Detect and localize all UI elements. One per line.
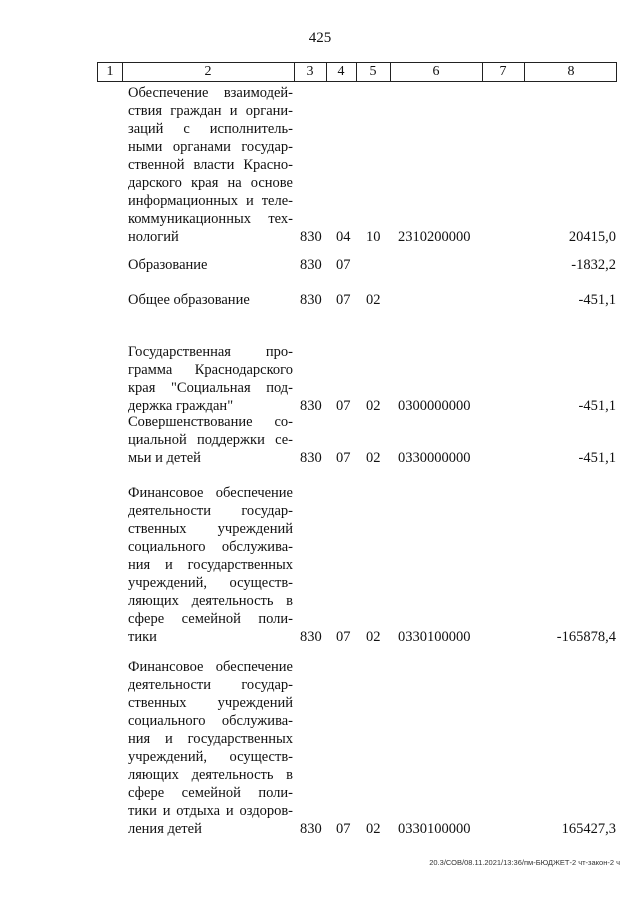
- cell-col-5: 02: [366, 398, 381, 414]
- row-name-line: ственных учреждений: [128, 695, 293, 711]
- cell-col-6: 0300000000: [398, 398, 471, 414]
- cell-col-5: 02: [366, 292, 381, 308]
- cell-col-8: 20415,0: [568, 229, 616, 245]
- row-name-line: ственной власти Красно-: [128, 157, 293, 173]
- row-name-line: социального обслужива-: [128, 713, 293, 729]
- row-name-line: тики и отдыха и оздоров-: [128, 803, 293, 819]
- cell-col-3: 830: [300, 229, 322, 245]
- cell-col-8: -451,1: [578, 292, 616, 308]
- cell-col-5: 02: [366, 821, 381, 837]
- row-name-line: ляющих деятельность в: [128, 767, 293, 783]
- row-name-line: ления детей: [128, 821, 202, 837]
- cell-col-3: 830: [300, 398, 322, 414]
- row-name: [128, 484, 293, 646]
- cell-col-5: 02: [366, 629, 381, 645]
- cell-col-4: 07: [336, 257, 351, 273]
- header-col-4: 4: [337, 64, 345, 79]
- cell-col-6: 2310200000: [398, 229, 471, 245]
- row-name-line: коммуникационных тех-: [128, 211, 293, 227]
- header-col-8: 8: [567, 64, 575, 79]
- row-name-line: ния и государственных: [128, 731, 293, 747]
- row-name-line: Финансовое обеспечение: [128, 485, 293, 501]
- row-name-line: сфере семейной поли-: [128, 785, 293, 801]
- cell-col-3: 830: [300, 821, 322, 837]
- row-name-line: ствия граждан и органи-: [128, 103, 293, 119]
- row-name-line: тики: [128, 629, 157, 645]
- cell-col-6: 0330100000: [398, 821, 471, 837]
- row-name-line: заций с исполнитель-: [128, 121, 293, 137]
- row-name-line: грамма Краснодарского: [128, 362, 293, 378]
- row-name: [128, 343, 293, 415]
- cell-col-5: 02: [366, 450, 381, 466]
- row-name-line: учреждений, осуществ-: [128, 575, 293, 591]
- cell-col-5: 10: [366, 229, 381, 245]
- header-col-2: 2: [204, 64, 212, 79]
- row-name-line: сфере семейной поли-: [128, 611, 293, 627]
- row-name-line: циальной поддержки се-: [128, 432, 293, 448]
- row-name-line: дарского края на основе: [128, 175, 293, 191]
- row-name-line: края "Социальная под-: [128, 380, 293, 396]
- row-name-line: Общее образование: [128, 292, 250, 308]
- row-name-line: ственных учреждений: [128, 521, 293, 537]
- row-name-line: деятельности государ-: [128, 677, 293, 693]
- header-col-1: 1: [106, 64, 114, 79]
- table-header: [97, 62, 617, 82]
- row-name: [128, 658, 293, 838]
- header-col-3: 3: [306, 64, 314, 79]
- row-name: [128, 291, 293, 309]
- cell-col-4: 07: [336, 629, 351, 645]
- row-name-line: ния и государственных: [128, 557, 293, 573]
- row-name-line: информационных и теле-: [128, 193, 293, 209]
- page-number: 425: [308, 30, 332, 46]
- row-name-line: ляющих деятельность в: [128, 593, 293, 609]
- cell-col-3: 830: [300, 257, 322, 273]
- cell-col-6: 0330000000: [398, 450, 471, 466]
- row-name-line: деятельности государ-: [128, 503, 293, 519]
- row-name-line: Финансовое обеспечение: [128, 659, 293, 675]
- cell-col-4: 07: [336, 292, 351, 308]
- row-name-line: мьи и детей: [128, 450, 201, 466]
- row-name: [128, 256, 293, 274]
- cell-col-4: 07: [336, 450, 351, 466]
- row-name-line: Обеспечение взаимодей-: [128, 85, 293, 101]
- cell-col-4: 04: [336, 229, 351, 245]
- cell-col-4: 07: [336, 398, 351, 414]
- row-name-line: держка граждан": [128, 398, 234, 414]
- row-name: [128, 84, 293, 246]
- cell-col-3: 830: [300, 450, 322, 466]
- row-name-line: Государственная про-: [128, 344, 293, 360]
- cell-col-8: -1832,2: [571, 257, 616, 273]
- row-name-line: учреждений, осуществ-: [128, 749, 293, 765]
- footer-doc-id: 20.3/СОВ/08.11.2021/13:36/пм-БЮДЖЕТ-2 чт-закон-2 ч: [429, 858, 620, 867]
- cell-col-6: 0330100000: [398, 629, 471, 645]
- cell-col-3: 830: [300, 292, 322, 308]
- row-name-line: ными органами государ-: [128, 139, 293, 155]
- row-name-line: Образование: [128, 257, 208, 273]
- cell-col-8: -451,1: [578, 398, 616, 414]
- header-col-5: 5: [369, 64, 377, 79]
- cell-col-3: 830: [300, 629, 322, 645]
- row-name-line: социального обслужива-: [128, 539, 293, 555]
- cell-col-8: 165427,3: [561, 821, 616, 837]
- cell-col-8: -451,1: [578, 450, 616, 466]
- header-col-7: 7: [499, 64, 507, 79]
- row-name-line: нологий: [128, 229, 179, 245]
- row-name-line: Совершенствование со-: [128, 414, 293, 430]
- cell-col-4: 07: [336, 821, 351, 837]
- cell-col-8: -165878,4: [556, 629, 616, 645]
- header-col-6: 6: [432, 64, 440, 79]
- row-name: [128, 413, 293, 467]
